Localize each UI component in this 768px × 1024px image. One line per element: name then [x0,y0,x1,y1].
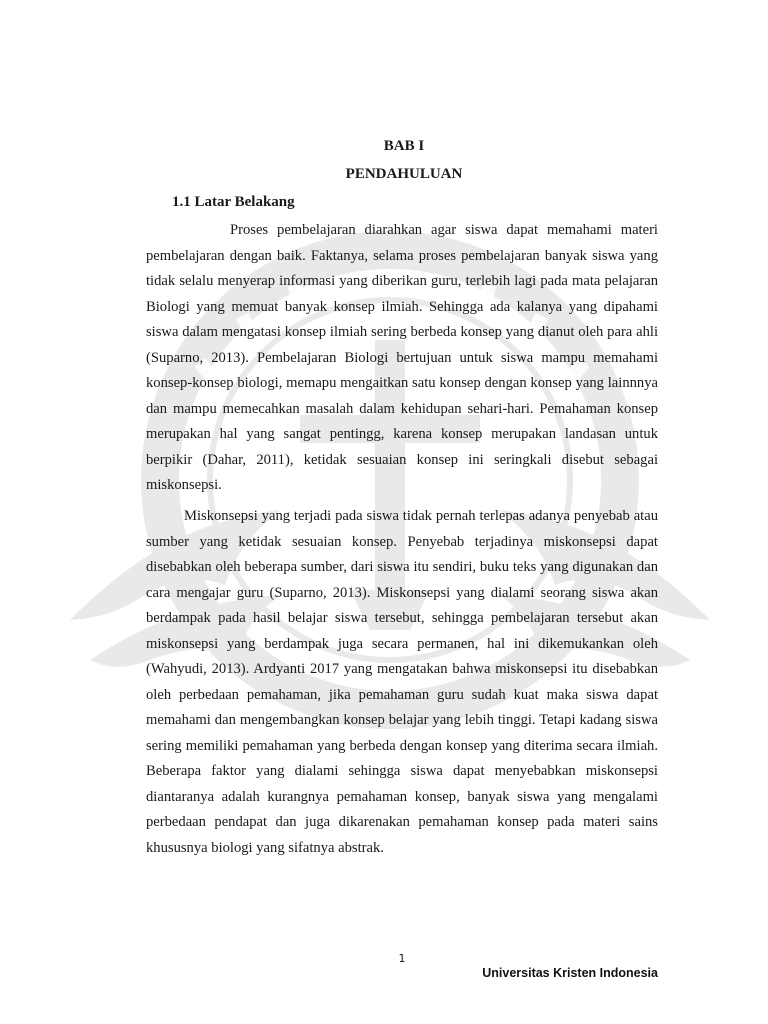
chapter-number: BAB I [383,138,425,154]
footer-institution-name: Universitas Kristen Indonesia [482,966,658,980]
section-heading: 1.1 Latar Belakang [172,194,295,210]
page-number: 1 [398,952,406,965]
body-paragraph: Proses pembelajaran diarahkan agar siswa dapat memahami materi pembelajaran dengan baik. Faktanya, selama proses pembelajaran banyak siswa yang tidak selalu menyerap informasi yang diberikan guru, terlebih lagi pada mata pelajaran Biologi yang memuat banyak konsep ilmiah. Sehingga ada kalanya yang dipahami siswa dalam mengatasi konsep ilmiah sering berbeda konsep yang dianut oleh para ahli (Suparno, 2013). Pembelajaran Biologi bertujuan untuk siswa mampu memahami konsep-konsep biologi, memapu mengaitkan satu konsep dengan konsep yang lainnnya dan mampu memecahkan masalah dalam kehidupan sehari-hari. Pemahaman konsep merupakan hal yang sangat pentingg, karena konsep merupakan landasan untuk berpikir (Dahar, 2011), ketidak sesuaian konsep ini seringkali disebut sebagai miskonsepsi. [146,222,658,493]
chapter-title: PENDAHULUAN [345,166,463,182]
body-paragraph: Miskonsepsi yang terjadi pada siswa tidak pernah terlepas adanya penyebab atau sumber yang ketidak sesuaian konsep. Penyebab terjadinya miskonsepsi dapat disebabkan oleh beberapa sumber, dari siswa itu sendiri, buku teks yang digunakan dan cara mengajar guru (Suparno, 2013). Miskonsepsi yang dialami seorang siswa akan berdampak pada hasil belajar siswa tersebut, sehingga pembelajaran tersebut akan miskonsepsi yang berdampak juga secara permanen, hal ini dikemukankan oleh (Wahyudi, 2013). Ardyanti 2017 yang mengatakan bahwa miskonsepsi itu disebabkan oleh perbedaan pemahaman, jika pemahaman guru sudah kuat maka siswa dapat memahami dan mengembangkan konsep belajar yang lebih tinggi. Tetapi kadang siswa sering memiliki pemahaman yang berbeda dengan konsep yang diterima secara ilmiah. Beberapa faktor yang dialami sehingga siswa dapat menyebabkan miskonsepsi diantaranya adalah kurangnya pemahaman konsep, banyak siswa yang mengalami perbedaan pendapat dan juga dikarenakan pemahaman konsep pada materi sains khususnya biologi yang sifatnya abstrak. [146,508,658,856]
